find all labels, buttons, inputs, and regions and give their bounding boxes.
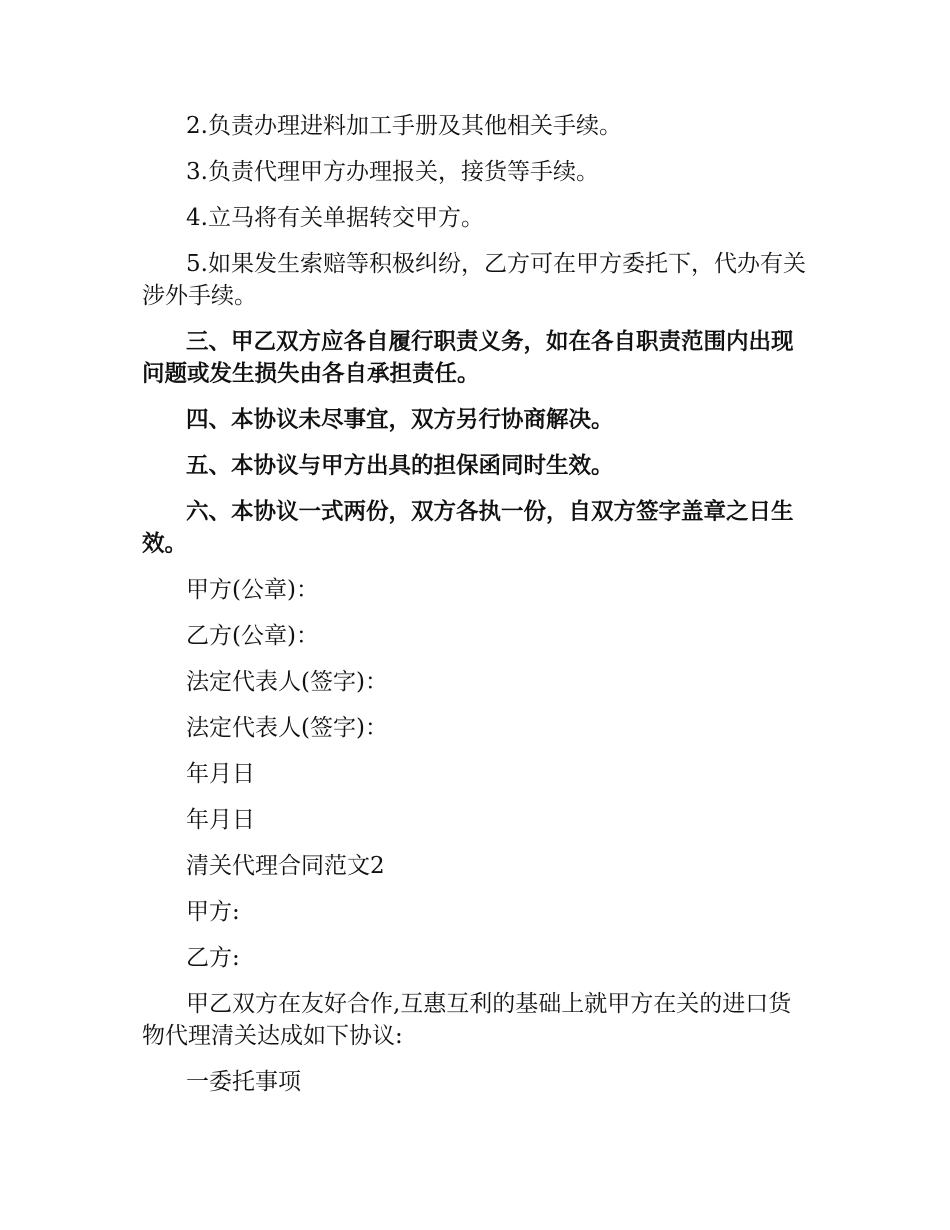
clause-3-customs: 3.负责代理甲方办理报关，接货等手续。 (186, 159, 599, 185)
contract-2-party-a: 甲方: (186, 899, 240, 925)
party-a-date: 年月日 (186, 761, 255, 787)
clause-2-manual: 2.负责办理进料加工手册及其他相关手续。 (186, 113, 622, 139)
contract-2-title: 清关代理合同范文2 (186, 853, 385, 879)
article-3-responsibility: 三、甲乙双方应各自履行职责义务，如在各自职责范围内出现问题或发生损失由各自承担责任。 (142, 329, 794, 387)
contract-2-preamble: 甲乙双方在友好合作,互惠互利的基础上就甲方在关的进口货物代理清关达成如下协议: (142, 991, 792, 1049)
document-body (142, 110, 808, 1112)
party-b-date: 年月日 (186, 807, 255, 833)
party-a-representative: 法定代表人(签字)： (186, 669, 388, 695)
party-b-seal: 乙方(公章)： (186, 623, 319, 649)
party-b-representative: 法定代表人(签字)： (186, 715, 388, 741)
contract-2-party-b: 乙方: (186, 945, 240, 971)
contract-2-section-1: 一委托事项 (186, 1069, 301, 1095)
party-a-seal: 甲方(公章)： (186, 577, 319, 603)
article-4-negotiation: 四、本协议未尽事宜，双方另行协商解决。 (186, 407, 614, 433)
clause-4-documents: 4.立马将有关单据转交甲方。 (186, 205, 484, 231)
article-5-effective: 五、本协议与甲方出具的担保函同时生效。 (186, 453, 614, 479)
clause-5-claims: 5.如果发生索赔等积极纠纷，乙方可在甲方委托下，代办有关涉外手续。 (142, 251, 806, 309)
article-6-copies: 六、本协议一式两份，双方各执一份，自双方签字盖章之日生效。 (142, 499, 794, 557)
